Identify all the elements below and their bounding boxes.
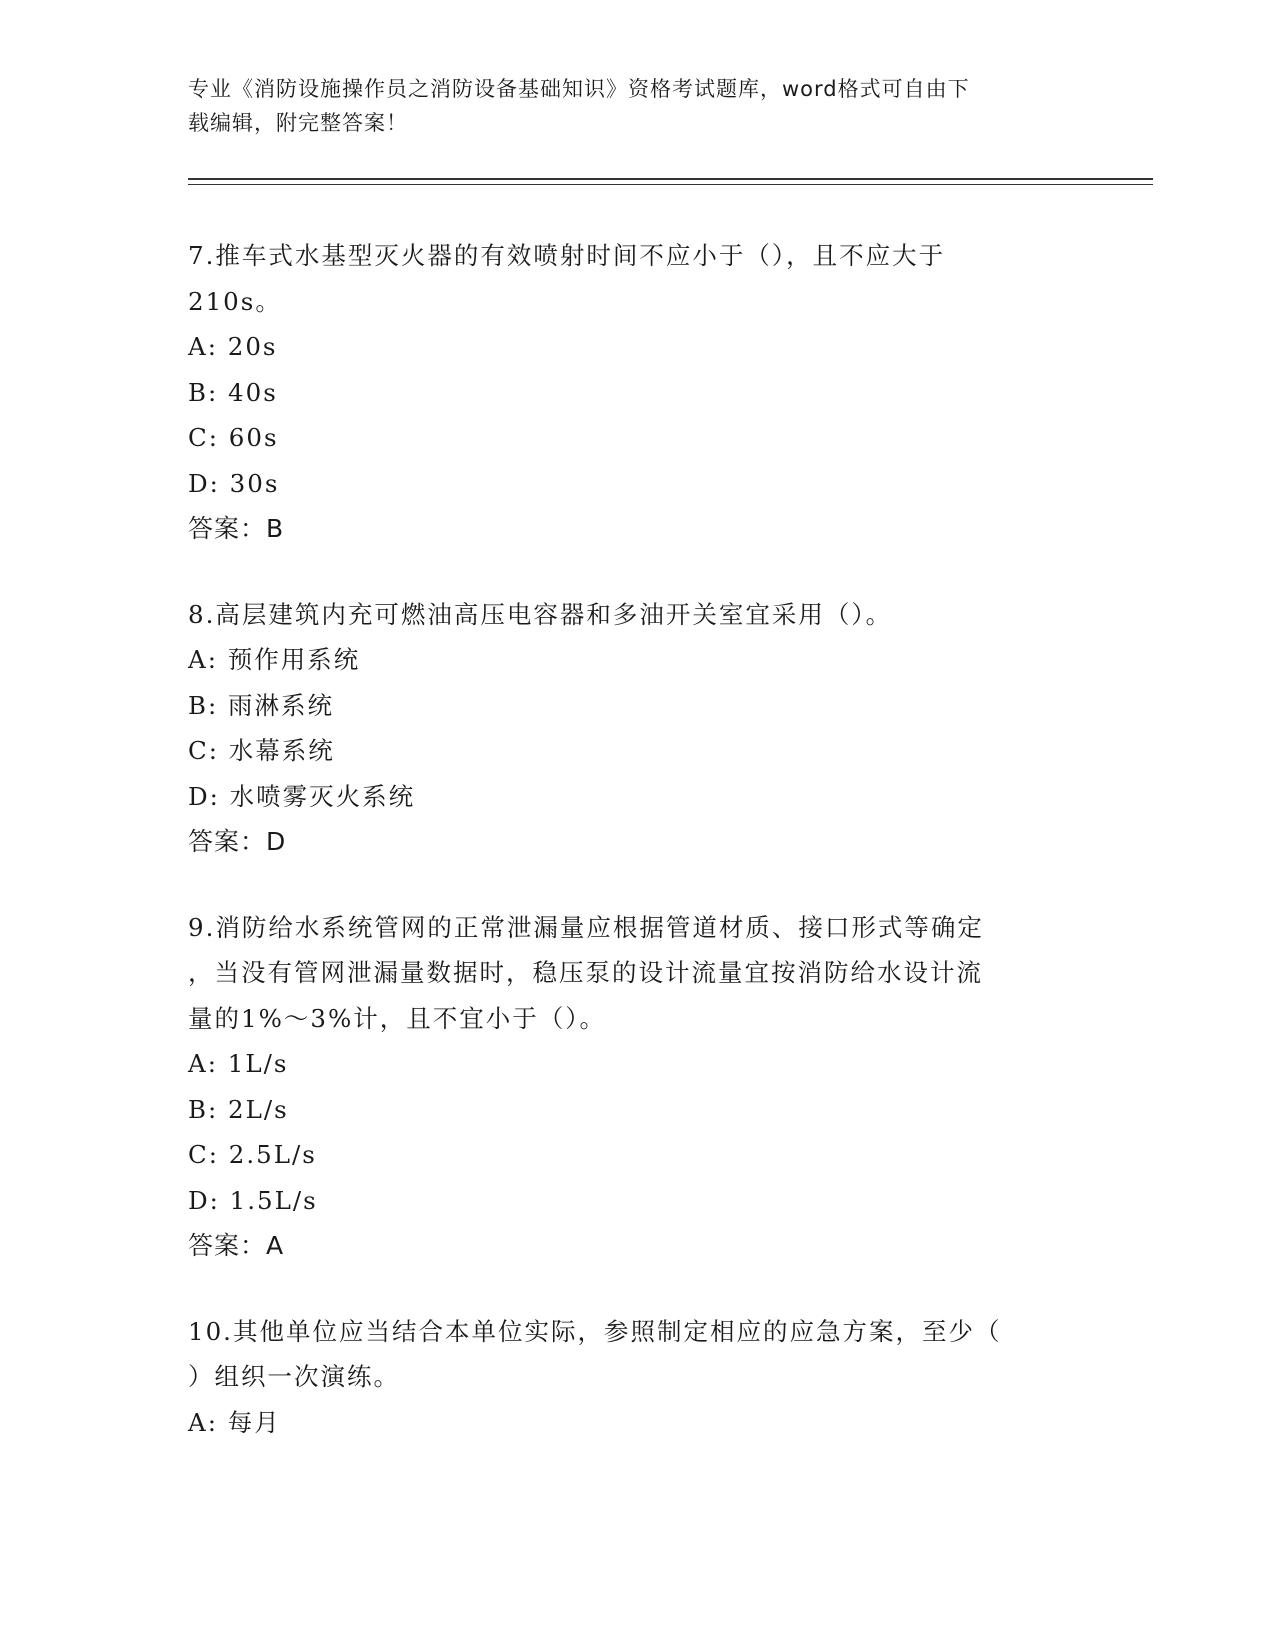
option-b: B: 2L/s bbox=[188, 1094, 289, 1124]
option-d: D: 水喷雾灭火系统 bbox=[188, 781, 416, 811]
answer-label: 答案：D bbox=[188, 827, 287, 856]
document-header bbox=[188, 72, 1088, 140]
question-text: 量的1%～3%计，且不宜小于（）。 bbox=[188, 1003, 606, 1033]
question-list bbox=[188, 233, 1088, 1485]
option-d: D: 1.5L/s bbox=[188, 1185, 318, 1215]
option-d: D: 30s bbox=[188, 468, 280, 498]
question-text: 9.消防给水系统管网的正常泄漏量应根据管道材质、接口形式等确定 bbox=[188, 912, 984, 942]
question-text: 210s。 bbox=[188, 286, 282, 316]
option-a: A: 1L/s bbox=[188, 1049, 289, 1078]
question-9 bbox=[188, 905, 1088, 1269]
option-c: C: 2.5L/s bbox=[188, 1140, 317, 1169]
header-divider-thick bbox=[188, 178, 1153, 180]
option-b: B: 雨淋系统 bbox=[188, 690, 335, 720]
question-text: 10.其他单位应当结合本单位实际，参照制定相应的应急方案，至少（ bbox=[188, 1316, 1002, 1346]
question-text: ，当没有管网泄漏量数据时，稳压泵的设计流量宜按消防给水设计流 bbox=[188, 958, 983, 987]
answer-label: 答案：A bbox=[188, 1231, 285, 1260]
header-line-2: 载编辑，附完整答案！ bbox=[188, 111, 408, 135]
option-a: A: 20s bbox=[188, 332, 278, 361]
question-8 bbox=[188, 592, 1088, 865]
option-c: C: 60s bbox=[188, 423, 279, 452]
option-c: C: 水幕系统 bbox=[188, 736, 335, 765]
header-divider-thin bbox=[188, 184, 1153, 185]
option-a: A: 每月 bbox=[188, 1407, 281, 1437]
question-text: ）组织一次演练。 bbox=[188, 1362, 400, 1391]
question-10 bbox=[188, 1309, 1088, 1446]
question-text: 7.推车式水基型灭火器的有效喷射时间不应小于（），且不应大于 bbox=[188, 241, 946, 270]
header-line-1: 专业《消防设施操作员之消防设备基础知识》资格考试题库，word格式可自由下 bbox=[188, 77, 970, 101]
question-text: 8.高层建筑内充可燃油高压电容器和多油开关室宜采用（）。 bbox=[188, 599, 893, 629]
question-7 bbox=[188, 233, 1088, 552]
option-a: A: 预作用系统 bbox=[188, 645, 361, 674]
answer-label: 答案：B bbox=[188, 514, 285, 543]
option-b: B: 40s bbox=[188, 377, 278, 407]
